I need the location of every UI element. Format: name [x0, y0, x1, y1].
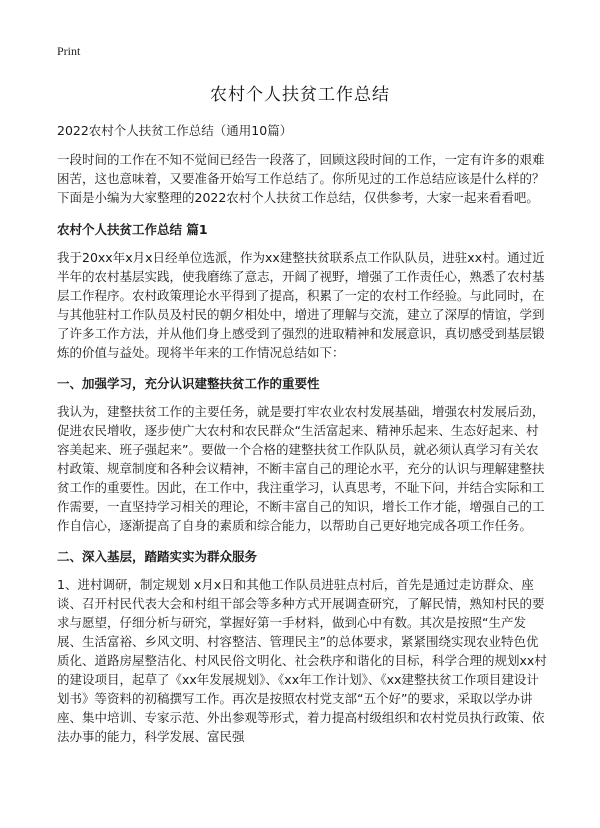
article-paragraph: 我于20xx年x月x日经单位选派，作为xx建整扶贫联系点工作队队员，进驻xx村。通过近半年的农村基层实践，使我磨练了意志，开阔了视野，增强了工作责任心，熟悉了农村基层工作程序。农村政策理论水平得到了提高，积累了一定的农村工作经验。与此同时，在与其他驻村工作队员及村民的朝夕相处中，增进了理解与交流，建立了深厚的情谊，学到了许多工作方法，并从他们身上感受到了强烈的进取精神和发展意识，真切感受到基层锻炼的价值与益处。现将半年来的工作情况总结如下：: [57, 250, 545, 360]
document-subtitle: 2022农村个人扶贫工作总结（通用10篇）: [57, 123, 293, 138]
section-paragraph-1: 我认为，建整扶贫工作的主要任务，就是要打牢农业农村发展基础，增强农村发展后劲，促进农民增收，逐步使广大农村和农民群众“生活富起来、精神乐起来、生态好起来、村容美起来、班子强起来”。要做一个合格的建整扶贫工作队队员，就必须认真学习有关农村政策、规章制度和各种会议精神，不断丰富自己的理论水平，充分的认识与理解建整扶贫工作的重要性。因此，在工作中，我注重学习，认真思考，不耻下问，并结合实际和工作需要，一直坚持学习相关的理论，不断丰富自己的知识，增长工作才能，增强自己的工作自信心，逐渐提高了自身的素质和综合能力，以帮助自己更好地完成各项工作任务。: [57, 404, 545, 533]
article-heading: 农村个人扶贫工作总结 篇1: [57, 222, 208, 237]
document-title: 农村个人扶贫工作总结: [210, 85, 390, 105]
print-label: Print: [57, 44, 81, 58]
section-heading-2: 二、深入基层，踏踏实实为群众服务: [57, 549, 258, 564]
section-paragraph-2: 1、进村调研，制定规划 x月x日和其他工作队员进驻点村后，首先是通过走访群众、座谈、召开村民代表大会和村组干部会等多种方式开展调查研究，了解民情，熟知村民的要求与愿望，仔细分析与研究，掌握好第一手材料，做到心中有数。其次是按照“生产发展、生活富裕、乡风文明、村容整洁、管理民主”的总体要求，紧紧围绕实现农业特色优质化、道路房屋整洁化、村风民俗文明化、社会秩序和谐化的目标，科学合理的规划xx村的建设项目，起草了《xx年发展规划》、《xx年工作计划》、《xx建整扶贫工作项目建设计划书》等资料的初稿撰写工作。再次是按照农村党支部“五个好”的要求，采取以学办讲座、集中培训、专家示范、外出参观等形式，着力提高村级组织和农村党员执行政策、依法办事的能力，科学发展、富民强: [57, 577, 547, 744]
section-heading-1: 一、加强学习，充分认识建整扶贫工作的重要性: [57, 376, 320, 391]
intro-paragraph: 一段时间的工作在不知不觉间已经告一段落了，回顾这段时间的工作，一定有许多的艰难困苦，这也意味着，又要准备开始写工作总结了。你所见过的工作总结应该是什么样的？下面是小编为大家整理的2022农村个人扶贫工作总结，仅供参考，大家一起来看看吧。: [57, 152, 545, 205]
document-body: [57, 121, 547, 758]
